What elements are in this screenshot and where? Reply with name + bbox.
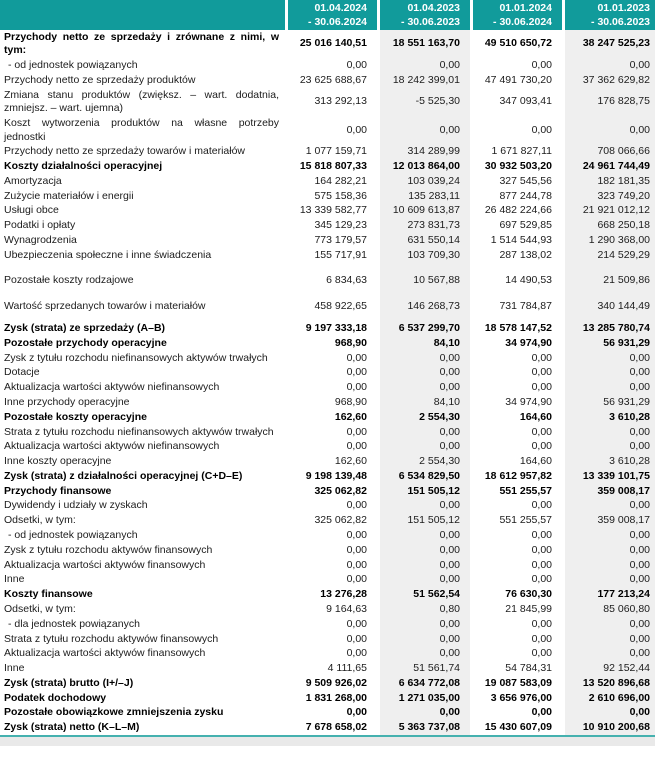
value-cell: 0,00: [562, 647, 655, 662]
row-label: Zysk z tytułu rozchodu niefinansowych aktywów trwałych: [4, 351, 268, 364]
value-cell: 0,00: [470, 543, 562, 558]
value-cell: 151 505,12: [377, 514, 470, 529]
period-end-date: - 30.06.2024: [493, 16, 552, 28]
value-cell: 0,00: [285, 647, 377, 662]
period-start-date: 01.01.2024: [499, 2, 552, 14]
value-cell: 0,00: [377, 528, 470, 543]
period-column-header: [285, 0, 377, 30]
value-cell: 13 276,28: [285, 588, 377, 603]
value-cell: 313 292,13: [285, 88, 377, 116]
table-row: [0, 676, 655, 691]
spacer-cell: [377, 288, 470, 300]
value-cell: 731 784,87: [470, 300, 562, 315]
value-cell: 38 247 525,23: [562, 30, 655, 58]
row-label: Zysk z tytułu rozchodu aktywów finansowych: [4, 543, 213, 556]
value-cell: 13 520 896,68: [562, 676, 655, 691]
row-label: Pozostałe koszty operacyjne: [4, 410, 147, 423]
value-cell: 0,00: [470, 617, 562, 632]
value-cell: 12 013 864,00: [377, 159, 470, 174]
row-label: - od jednostek powiązanych: [8, 529, 138, 542]
value-cell: 18 551 163,70: [377, 30, 470, 58]
value-cell: 51 562,54: [377, 588, 470, 603]
value-cell: 103 709,30: [377, 248, 470, 263]
row-label: Zmiana stanu produktów (zwiększ. – wart. dodatnia, zmniejsz. – wart. ujemna): [4, 88, 279, 115]
value-cell: 0,00: [377, 558, 470, 573]
table-row: [0, 58, 655, 73]
value-cell: 10 910 200,68: [562, 721, 655, 736]
table-row: [0, 88, 655, 116]
value-cell: 151 505,12: [377, 484, 470, 499]
table-row: [0, 602, 655, 617]
row-label: Inne koszty operacyjne: [4, 455, 112, 468]
table-row: [0, 543, 655, 558]
value-cell: 631 550,14: [377, 233, 470, 248]
table-row: [0, 159, 655, 174]
value-cell: 6 537 299,70: [377, 322, 470, 337]
value-cell: 21 509,86: [562, 273, 655, 288]
value-cell: 54 784,31: [470, 661, 562, 676]
row-label: Strata z tytułu rozchodu aktywów finansowych: [4, 632, 219, 645]
value-cell: 0,00: [285, 425, 377, 440]
value-cell: 0,00: [562, 425, 655, 440]
value-cell: 47 491 730,20: [470, 73, 562, 88]
value-cell: 34 974,90: [470, 336, 562, 351]
value-cell: 0,00: [470, 425, 562, 440]
value-cell: 0,00: [470, 499, 562, 514]
table-row: [0, 351, 655, 366]
value-cell: 2 610 696,00: [562, 691, 655, 706]
period-column-header: [562, 0, 655, 30]
value-cell: 668 250,18: [562, 219, 655, 234]
value-cell: 0,00: [470, 58, 562, 73]
value-cell: 15 430 607,09: [470, 721, 562, 736]
label-column-header: [0, 0, 285, 30]
value-cell: 9 164,63: [285, 602, 377, 617]
value-cell: 56 931,29: [562, 336, 655, 351]
row-label: Przychody netto ze sprzedaży produktów: [4, 73, 196, 86]
table-row: [0, 273, 655, 288]
value-cell: 0,00: [562, 351, 655, 366]
value-cell: 0,00: [470, 558, 562, 573]
period-end-date: - 30.06.2023: [401, 16, 460, 28]
period-end-date: - 30.06.2024: [308, 16, 367, 28]
row-label: Podatki i opłaty: [4, 219, 76, 232]
table-row: [0, 366, 655, 381]
table-row: [0, 410, 655, 425]
value-cell: 9 197 333,18: [285, 322, 377, 337]
row-label: - od jednostek powiązanych: [8, 58, 138, 71]
value-cell: 0,00: [377, 366, 470, 381]
value-cell: 21 921 012,12: [562, 204, 655, 219]
table-row: [0, 381, 655, 396]
value-cell: 2 554,30: [377, 410, 470, 425]
value-cell: 359 008,17: [562, 484, 655, 499]
row-label: Inne: [4, 662, 25, 675]
value-cell: 0,00: [377, 499, 470, 514]
table-row: [0, 632, 655, 647]
value-cell: 345 129,23: [285, 219, 377, 234]
value-cell: 359 008,17: [562, 514, 655, 529]
row-label: Zysk (strata) brutto (I+/–J): [4, 676, 134, 689]
value-cell: 49 510 650,72: [470, 30, 562, 58]
spacer-cell: [285, 288, 377, 300]
value-cell: 877 244,78: [470, 189, 562, 204]
table-row: [0, 204, 655, 219]
value-cell: 0,00: [470, 440, 562, 455]
value-cell: 0,00: [377, 632, 470, 647]
value-cell: 164,60: [470, 455, 562, 470]
spacer-row: [0, 288, 655, 300]
table-row: [0, 455, 655, 470]
row-label: Inne: [4, 573, 25, 586]
value-cell: 26 482 224,66: [470, 204, 562, 219]
value-cell: 5 363 737,08: [377, 721, 470, 736]
table-row: [0, 706, 655, 721]
table-row: [0, 425, 655, 440]
table-row: [0, 189, 655, 204]
period-start-date: 01.01.2023: [597, 2, 650, 14]
table-row: [0, 219, 655, 234]
spacer-cell: [0, 263, 285, 273]
value-cell: 30 932 503,20: [470, 159, 562, 174]
table-row: [0, 691, 655, 706]
row-label: Koszty działalności operacyjnej: [4, 160, 163, 173]
table-body: [0, 30, 655, 735]
table-row: [0, 233, 655, 248]
value-cell: 13 339 582,77: [285, 204, 377, 219]
value-cell: 3 610,28: [562, 410, 655, 425]
value-cell: 0,00: [285, 499, 377, 514]
row-label: Przychody finansowe: [4, 484, 112, 497]
period-column-header: [377, 0, 470, 30]
value-cell: 135 283,11: [377, 189, 470, 204]
period-end-date: - 30.06.2023: [591, 16, 650, 28]
spacer-cell: [0, 315, 285, 322]
row-label: Aktualizacja wartości aktywów finansowych: [4, 647, 206, 660]
row-label: Ubezpieczenia społeczne i inne świadczenia: [4, 248, 212, 261]
value-cell: 84,10: [377, 336, 470, 351]
table-header-row: [0, 0, 655, 30]
table-row: [0, 73, 655, 88]
value-cell: 551 255,57: [470, 514, 562, 529]
spacer-row: [0, 263, 655, 273]
spacer-cell: [562, 263, 655, 273]
value-cell: 0,00: [470, 706, 562, 721]
value-cell: 0,00: [470, 116, 562, 144]
value-cell: 273 831,73: [377, 219, 470, 234]
value-cell: 0,00: [377, 573, 470, 588]
value-cell: 162,60: [285, 455, 377, 470]
value-cell: 314 289,99: [377, 145, 470, 160]
value-cell: 551 255,57: [470, 484, 562, 499]
value-cell: 0,00: [285, 632, 377, 647]
table-row: [0, 484, 655, 499]
value-cell: 1 271 035,00: [377, 691, 470, 706]
value-cell: 1 290 368,00: [562, 233, 655, 248]
value-cell: 1 671 827,11: [470, 145, 562, 160]
row-label: Odsetki, w tym:: [4, 602, 76, 615]
table-row: [0, 248, 655, 263]
table-row: [0, 322, 655, 337]
value-cell: 0,00: [377, 116, 470, 144]
value-cell: 3 656 976,00: [470, 691, 562, 706]
value-cell: 6 634 772,08: [377, 676, 470, 691]
value-cell: 0,00: [377, 58, 470, 73]
value-cell: 37 362 629,82: [562, 73, 655, 88]
row-label: Koszty finansowe: [4, 588, 93, 601]
value-cell: 18 242 399,01: [377, 73, 470, 88]
value-cell: 103 039,24: [377, 174, 470, 189]
row-label: Usługi obce: [4, 204, 59, 217]
table-row: [0, 395, 655, 410]
value-cell: 0,00: [562, 573, 655, 588]
value-cell: 0,00: [562, 499, 655, 514]
value-cell: 340 144,49: [562, 300, 655, 315]
value-cell: 146 268,73: [377, 300, 470, 315]
value-cell: 0,00: [285, 381, 377, 396]
value-cell: 14 490,53: [470, 273, 562, 288]
row-label: Pozostałe koszty rodzajowe: [4, 273, 134, 286]
row-label: Pozostałe obowiązkowe zmniejszenia zysku: [4, 706, 224, 719]
table-row: [0, 116, 655, 144]
value-cell: 34 974,90: [470, 395, 562, 410]
value-cell: 347 093,41: [470, 88, 562, 116]
value-cell: 18 578 147,52: [470, 322, 562, 337]
value-cell: 0,00: [562, 543, 655, 558]
value-cell: 0,00: [285, 366, 377, 381]
value-cell: 10 609 613,87: [377, 204, 470, 219]
value-cell: 25 016 140,51: [285, 30, 377, 58]
row-label: Zużycie materiałów i energii: [4, 189, 134, 202]
row-label: Zysk (strata) netto (K–L–M): [4, 721, 140, 734]
row-label: Aktualizacja wartości aktywów niefinansowych: [4, 440, 220, 453]
row-label: Odsetki, w tym:: [4, 514, 76, 527]
value-cell: 0,00: [285, 116, 377, 144]
spacer-cell: [285, 263, 377, 273]
row-label: Przychody netto ze sprzedaży i zrównane z nimi, w tym:: [4, 30, 279, 57]
value-cell: 13 339 101,75: [562, 469, 655, 484]
value-cell: 3 610,28: [562, 455, 655, 470]
row-label: Koszt wytworzenia produktów na własne potrzeby jednostki: [4, 116, 279, 143]
period-start-date: 01.04.2023: [407, 2, 460, 14]
spacer-cell: [377, 315, 470, 322]
value-cell: 968,90: [285, 336, 377, 351]
value-cell: 18 612 957,82: [470, 469, 562, 484]
table-row: [0, 647, 655, 662]
table-row: [0, 514, 655, 529]
value-cell: 9 198 139,48: [285, 469, 377, 484]
value-cell: 0,00: [470, 366, 562, 381]
table-row: [0, 440, 655, 455]
table-row: [0, 573, 655, 588]
value-cell: 84,10: [377, 395, 470, 410]
row-label: Strata z tytułu rozchodu niefinansowych aktywów trwałych: [4, 425, 274, 438]
row-label: Dotacje: [4, 366, 40, 379]
row-label: Inne przychody operacyjne: [4, 396, 130, 408]
value-cell: 176 828,75: [562, 88, 655, 116]
value-cell: 2 554,30: [377, 455, 470, 470]
value-cell: 162,60: [285, 410, 377, 425]
value-cell: 182 181,35: [562, 174, 655, 189]
value-cell: 56 931,29: [562, 395, 655, 410]
value-cell: 214 529,29: [562, 248, 655, 263]
value-cell: 51 561,74: [377, 661, 470, 676]
value-cell: 1 077 159,71: [285, 145, 377, 160]
table-row: [0, 174, 655, 189]
table-row: [0, 30, 655, 58]
spacer-cell: [470, 288, 562, 300]
value-cell: 0,00: [562, 617, 655, 632]
value-cell: 24 961 744,49: [562, 159, 655, 174]
row-label: Aktualizacja wartości aktywów finansowych: [4, 558, 206, 571]
row-label: Przychody netto ze sprzedaży towarów i materiałów: [4, 145, 246, 158]
value-cell: 0,00: [562, 528, 655, 543]
value-cell: 0,00: [377, 617, 470, 632]
value-cell: 0,00: [470, 381, 562, 396]
value-cell: 10 567,88: [377, 273, 470, 288]
value-cell: 0,00: [470, 647, 562, 662]
period-column-header: [470, 0, 562, 30]
row-label: Zysk (strata) z działalności operacyjnej (C+D–E): [4, 469, 243, 482]
value-cell: 327 545,56: [470, 174, 562, 189]
value-cell: 0,00: [562, 366, 655, 381]
spacer-cell: [285, 315, 377, 322]
value-cell: 0,00: [562, 116, 655, 144]
spacer-cell: [562, 288, 655, 300]
value-cell: 0,00: [470, 528, 562, 543]
table-row: [0, 528, 655, 543]
page-background-strip: [0, 737, 655, 746]
value-cell: 0,00: [285, 543, 377, 558]
value-cell: 21 845,99: [470, 602, 562, 617]
value-cell: 0,00: [562, 440, 655, 455]
row-label: Pozostałe przychody operacyjne: [4, 336, 167, 349]
value-cell: 0,00: [285, 351, 377, 366]
table-row: [0, 145, 655, 160]
table-row: [0, 336, 655, 351]
value-cell: 0,00: [285, 440, 377, 455]
value-cell: 85 060,80: [562, 602, 655, 617]
value-cell: 287 138,02: [470, 248, 562, 263]
table-row: [0, 661, 655, 676]
value-cell: 0,00: [377, 706, 470, 721]
spacer-cell: [562, 315, 655, 322]
value-cell: 0,00: [377, 440, 470, 455]
value-cell: 0,00: [285, 617, 377, 632]
value-cell: 0,00: [377, 543, 470, 558]
value-cell: 0,00: [470, 632, 562, 647]
value-cell: 0,00: [377, 425, 470, 440]
table-row: [0, 558, 655, 573]
value-cell: 458 922,65: [285, 300, 377, 315]
value-cell: 773 179,57: [285, 233, 377, 248]
value-cell: 6 834,63: [285, 273, 377, 288]
value-cell: 13 285 780,74: [562, 322, 655, 337]
spacer-cell: [470, 263, 562, 273]
row-label: Zysk (strata) ze sprzedaży (A–B): [4, 322, 166, 335]
row-label: Wartość sprzedanych towarów i materiałów: [4, 300, 206, 313]
value-cell: 968,90: [285, 395, 377, 410]
value-cell: 0,00: [470, 573, 562, 588]
spacer-cell: [0, 288, 285, 300]
value-cell: 575 158,36: [285, 189, 377, 204]
row-label: Amortyzacja: [4, 174, 62, 187]
table-row: [0, 588, 655, 603]
row-label: - dla jednostek powiązanych: [8, 617, 140, 630]
value-cell: 177 213,24: [562, 588, 655, 603]
table-row: [0, 721, 655, 736]
value-cell: 1 831 268,00: [285, 691, 377, 706]
value-cell: 19 087 583,09: [470, 676, 562, 691]
table-row: [0, 617, 655, 632]
value-cell: 0,00: [562, 632, 655, 647]
row-label: Dywidendy i udziały w zyskach: [4, 499, 148, 512]
value-cell: 4 111,65: [285, 661, 377, 676]
value-cell: 23 625 688,67: [285, 73, 377, 88]
value-cell: 325 062,82: [285, 514, 377, 529]
row-label: Aktualizacja wartości aktywów niefinansowych: [4, 381, 220, 394]
value-cell: 0,00: [285, 528, 377, 543]
value-cell: 0,00: [285, 58, 377, 73]
value-cell: 9 509 926,02: [285, 676, 377, 691]
row-label: Podatek dochodowy: [4, 691, 107, 704]
value-cell: 0,80: [377, 602, 470, 617]
spacer-row: [0, 315, 655, 322]
period-start-date: 01.04.2024: [314, 2, 367, 14]
value-cell: 323 749,20: [562, 189, 655, 204]
value-cell: 0,00: [470, 351, 562, 366]
value-cell: 92 152,44: [562, 661, 655, 676]
row-label: Wynagrodzenia: [4, 233, 77, 246]
value-cell: 697 529,85: [470, 219, 562, 234]
value-cell: 0,00: [285, 573, 377, 588]
value-cell: 164,60: [470, 410, 562, 425]
value-cell: 76 630,30: [470, 588, 562, 603]
value-cell: 15 818 807,33: [285, 159, 377, 174]
value-cell: 0,00: [562, 558, 655, 573]
value-cell: -5 525,30: [377, 88, 470, 116]
table-row: [0, 469, 655, 484]
value-cell: 0,00: [377, 647, 470, 662]
value-cell: 0,00: [562, 381, 655, 396]
value-cell: 0,00: [377, 351, 470, 366]
spacer-cell: [377, 263, 470, 273]
value-cell: 7 678 658,02: [285, 721, 377, 736]
value-cell: 0,00: [562, 706, 655, 721]
value-cell: 0,00: [285, 558, 377, 573]
spacer-cell: [470, 315, 562, 322]
value-cell: 0,00: [377, 381, 470, 396]
value-cell: 325 062,82: [285, 484, 377, 499]
value-cell: 6 534 829,50: [377, 469, 470, 484]
value-cell: 0,00: [285, 706, 377, 721]
value-cell: 0,00: [562, 58, 655, 73]
value-cell: 164 282,21: [285, 174, 377, 189]
table-row: [0, 499, 655, 514]
value-cell: 1 514 544,93: [470, 233, 562, 248]
value-cell: 708 066,66: [562, 145, 655, 160]
value-cell: 155 717,91: [285, 248, 377, 263]
table-row: [0, 300, 655, 315]
